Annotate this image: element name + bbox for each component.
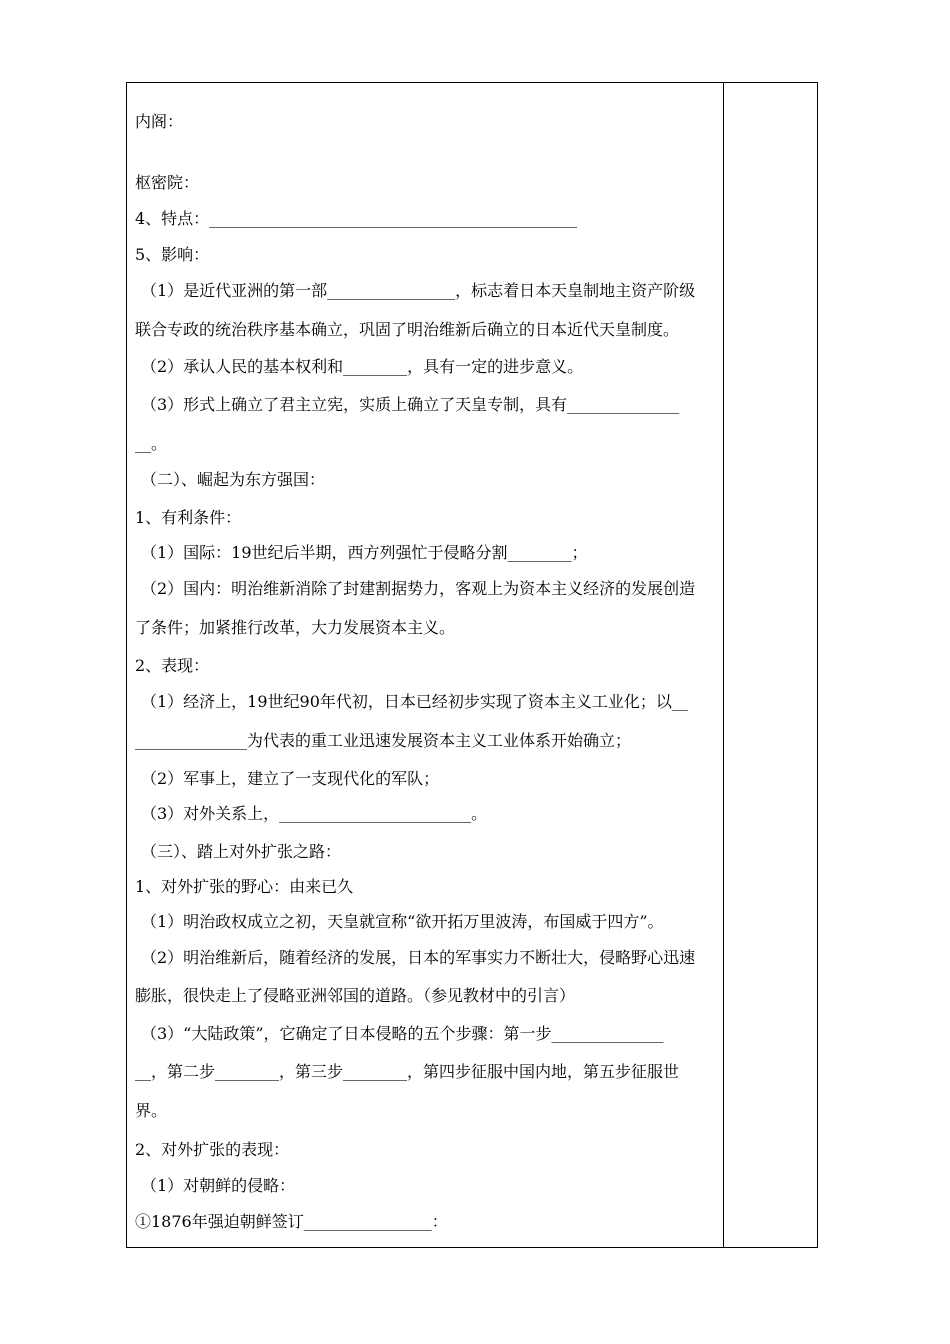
text-line: 枢密院：: [135, 173, 200, 192]
text-line: 2、表现：: [135, 656, 210, 675]
text-line: （3）形式上确立了君主立宪，实质上确立了天皇专制，具有______________: [141, 395, 680, 414]
text-line: 5、影响：: [135, 245, 210, 264]
text-line: 了条件；加紧推行改革，大力发展资本主义。: [135, 618, 456, 637]
text-line: （2）军事上，建立了一支现代化的军队；: [141, 769, 440, 788]
text-line: 1、有利条件：: [135, 508, 242, 527]
text-line: 4、特点：______________________________________________: [135, 209, 578, 228]
text-line: （1）是近代亚洲的第一部________________，标志着日本天皇制地主资产阶级: [141, 281, 696, 300]
text-line: （3）对外关系上，________________________。: [141, 804, 488, 823]
text-line: （1）对朝鲜的侵略：: [141, 1176, 296, 1195]
text-line: （1）国际：19世纪后半期，西方列强忙于侵略分割________；: [141, 543, 588, 562]
text-line: 1、对外扩张的野心：由来已久: [135, 877, 354, 896]
text-line: （二）、崛起为东方强国：: [141, 470, 326, 489]
text-line: 内阁：: [135, 112, 184, 131]
text-line: 2、对外扩张的表现：: [135, 1140, 290, 1159]
text-line: （1）经济上，19世纪90年代初，日本已经初步实现了资本主义工业化；以__: [141, 692, 688, 711]
column-divider: [723, 82, 724, 1248]
text-line: 界。: [135, 1101, 168, 1120]
text-line: __，第二步________，第三步________，第四步征服中国内地，第五步征服世: [135, 1062, 680, 1081]
text-line: 联合专政的统治秩序基本确立，巩固了明治维新后确立的日本近代天皇制度。: [135, 320, 680, 339]
text-line: （2）承认人民的基本权利和________，具有一定的进步意义。: [141, 357, 584, 376]
text-line: （1）明治政权成立之初，天皇就宣称“欲开拓万里波涛，布国威于四方”。: [141, 912, 664, 931]
text-line: （2）明治维新后，随着经济的发展，日本的军事实力不断壮大，侵略野心迅速: [141, 948, 696, 967]
text-line: （三）、踏上对外扩张之路：: [141, 842, 342, 861]
text-line: ①1876年强迫朝鲜签订________________：: [135, 1212, 448, 1231]
text-line: （3）“大陆政策”，它确定了日本侵略的五个步骤：第一步______________: [141, 1024, 664, 1043]
text-line: ______________为代表的重工业迅速发展资本主义工业体系开始确立；: [135, 731, 632, 750]
text-line: 膨胀，很快走上了侵略亚洲邻国的道路。（参见教材中的引言）: [135, 986, 576, 1005]
text-line: __。: [135, 434, 168, 453]
text-line: （2）国内：明治维新消除了封建割据势力，客观上为资本主义经济的发展创造: [141, 579, 696, 598]
